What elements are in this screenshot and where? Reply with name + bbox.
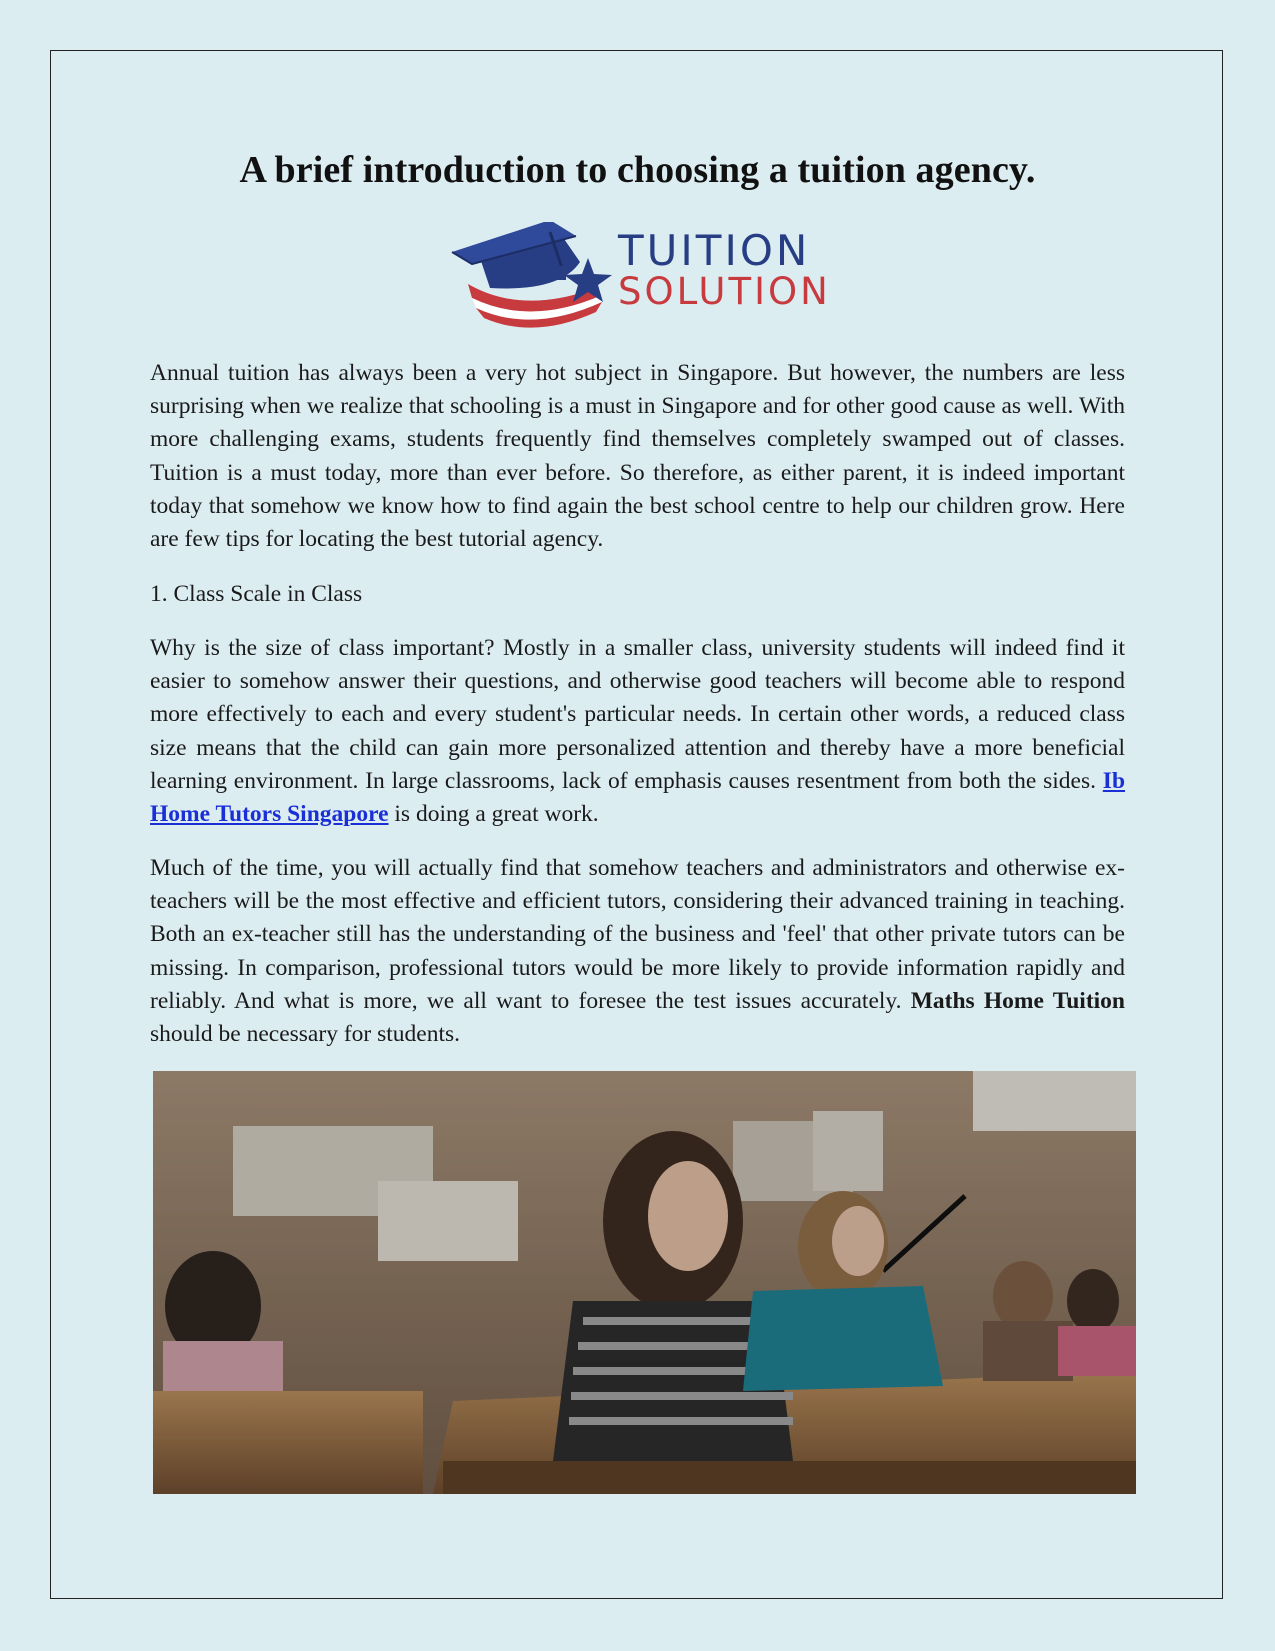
- tuition-solution-logo: [450, 222, 830, 332]
- ib-home-tutors-link[interactable]: Ib Home Tutors Singapore: [150, 767, 1126, 828]
- class-size-paragraph: [150, 632, 1125, 831]
- maths-home-tuition-bold: Maths Home Tuition: [910, 987, 1125, 1014]
- tutors-text-end: should be necessary for students.: [150, 1021, 460, 1048]
- logo-text-solution: SOLUTION: [618, 270, 831, 313]
- tutors-paragraph: [150, 852, 1125, 1051]
- intro-paragraph: Annual tuition has always been a very hot subject in Singapore. But however, the numbers are less surprising when we realize that schooling is a must in Singapore and for other good cause as well. With more challenging exams, students frequently find themselves completely swamped out of classes. Tuition is a must today, more than ever before. So therefore, as either parent, it is indeed important today that somehow we know how to find again the best school centre to help our children grow. Here are few tips for locating the best tutorial agency.: [150, 360, 1125, 553]
- class-size-text-end: is doing a great work.: [388, 801, 599, 828]
- tutors-text: Much of the time, you will actually find that somehow teachers and administrators and otherwise ex-teachers will be the most effective and efficient tutors, considering their advanced training in teaching. Both an ex-teacher still has the understanding of the business and 'feel' that other private tutors can be missing. In comparison, professional tutors would be more likely to provide information rapidly and reliably. And what is more, we all want to foresee the test issues accurately.: [150, 855, 1125, 1014]
- graduation-cap-icon: [450, 222, 620, 332]
- classroom-students-image: [153, 1071, 1136, 1494]
- page-title: A brief introduction to choosing a tuition agency.: [239, 149, 1036, 191]
- logo-text-tuition: TUITION: [618, 226, 811, 275]
- class-size-text: Why is the size of class important? Mostly in a smaller class, university students will indeed find it easier to somehow answer their questions, and otherwise good teachers will become able to respond more effectively to each and every student's particular needs. In certain other words, a reduced class size means that the child can gain more personalized attention and thereby have a more beneficial learning environment. In large classrooms, lack of emphasis causes resentment from both the sides.: [150, 635, 1125, 794]
- section-heading-class-scale: 1. Class Scale in Class: [150, 581, 363, 607]
- classroom-photo: [153, 1071, 1136, 1494]
